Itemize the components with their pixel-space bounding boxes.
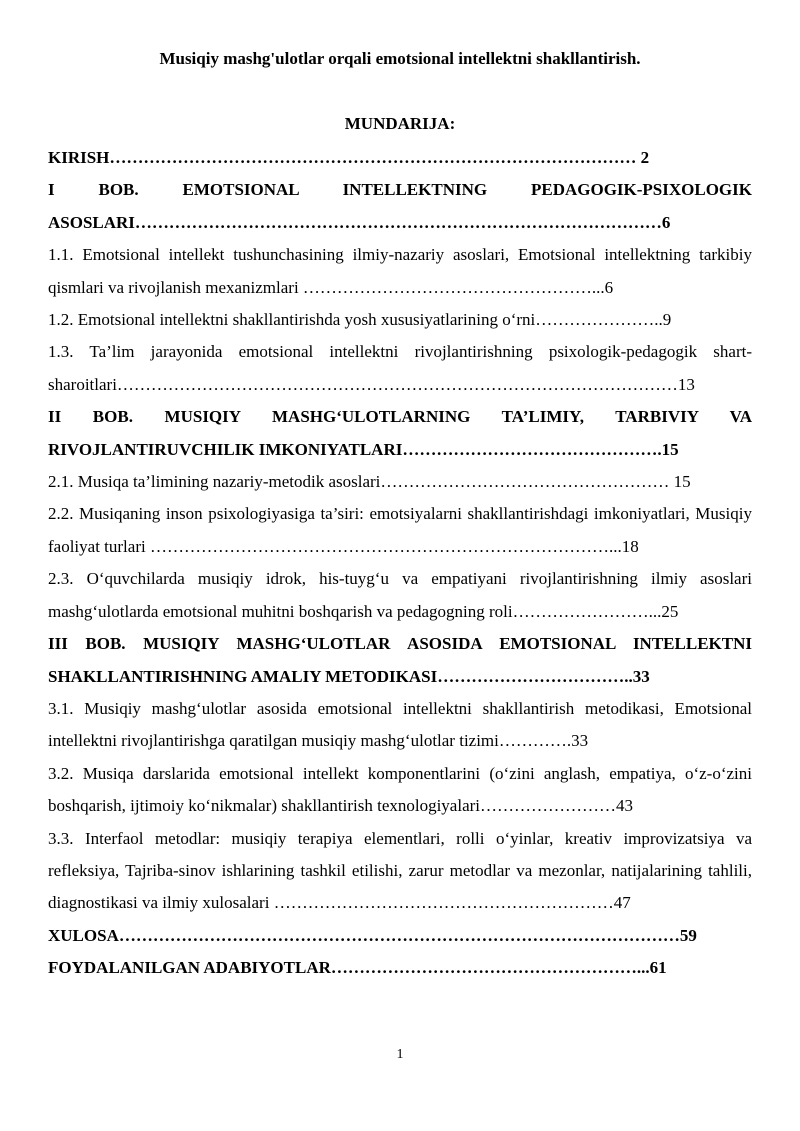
table-of-contents [48,142,752,985]
toc-entry-3-2: 3.2. Musiqa darslarida emotsional intellekt komponentlarini (o‘zini anglash, empatiya, o‘z-o‘zini boshqarish, ijtimoiy ko‘nikmalar) shakllantirish texnologiyalari……………………43 [48,763,752,816]
page-number: 1 [396,1047,404,1062]
toc-heading: MUNDARIJA: [344,114,456,133]
toc-entry-conclusion: XULOSA………………………………………………………………………………………59 [48,925,697,945]
toc-entry-2-2: 2.2. Musiqaning inson psixologiyasiga ta’siri: emotsiyalarni shakllantirishdagi imkoniyatlari, Musiqiy faoliyat turlari ………………………………………………………………………...18 [48,504,752,556]
toc-entry-1-3: 1.3. Ta’lim jarayonida emotsional intellektni rivojlantirishning psixologik-pedagogik shart-sharoitlari………………………………………………………………………………………13 [48,342,752,394]
toc-entry-3-1: 3.1. Musiqiy mashg‘ulotlar asosida emotsional intellektni shakllantirish metodikasi, Emotsional intellektni rivojlantirishga qaratilgan musiqiy mashg‘ulotlar tizimi………….33 [48,698,752,751]
toc-entry-3-3: 3.3. Interfaol metodlar: musiqiy terapiya elementlari, rolli o‘yinlar, kreativ improvizatsiya va refleksiya, Tajriba-sinov ishlarining tashkil etilishi, zarur metodlar va mezonlar, natijalarining tahlili, diagnostikasi va ilmiy xulosalari ……………………………………………………47 [48,828,752,913]
toc-entry-2-1: 2.1. Musiqa ta’limining nazariy-metodik asoslari…………………………………………… 15 [48,472,691,492]
toc-entry-intro: KIRISH………………………………………………………………………………… 2 [48,148,650,167]
toc-entry-1-1: 1.1. Emotsional intellekt tushunchasining ilmiy-nazariy asoslari, Emotsional intellektning tarkibiy qismlari va rivojlanish mexanizmlari ……………………………………………...6 [48,245,752,297]
document-title: Musiqiy mashg'ulotlar orqali emotsional intellektni shakllantirish. [159,49,641,68]
toc-entry-references: FOYDALANILGAN ADABIYOTLAR………………………………………………...61 [48,958,667,978]
toc-entry-chapter-2: II BOB. MUSIQIY MASHG‘ULOTLARNING TA’LIMIY, TARBIVIY VA RIVOJLANTIRUVCHILIK IMKONIYATLARI……………………………………….15 [48,407,752,459]
toc-entry-chapter-3: III BOB. MUSIQIY MASHG‘ULOTLAR ASOSIDA EMOTSIONAL INTELLEKTNI SHAKLLANTIRISHNING AMALIY METODIKASI……………………………..33 [48,634,752,686]
toc-entry-2-3: 2.3. O‘quvchilarda musiqiy idrok, his-tuyg‘u va empatiyani rivojlantirishning ilmiy asoslari mashg‘ulotlarda emotsional muhitni boshqarish va pedagogning roli……………………...25 [48,569,752,621]
toc-entry-chapter-1: I BOB. EMOTSIONAL INTELLEKTNING PEDAGOGIK-PSIXOLOGIK ASOSLARI…………………………………………………………………………………6 [48,180,752,232]
toc-entry-1-2: 1.2. Emotsional intellektni shakllantirishda yosh xususiyatlarining o‘rni…………………..9 [48,310,672,330]
